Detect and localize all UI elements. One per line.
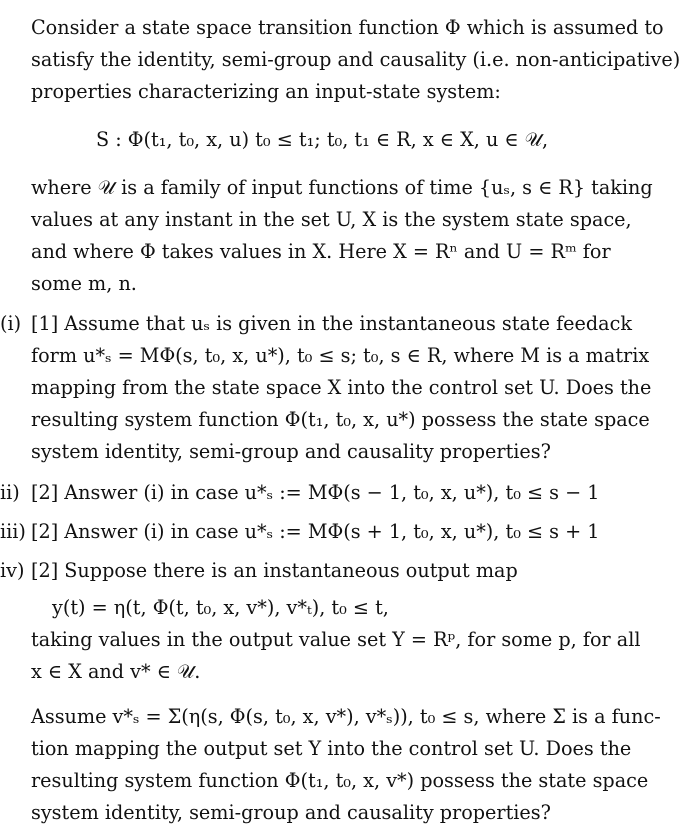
assume-line-3: resulting system function Φ(t₁, t₀, x, v*) possess the state space [31,769,649,792]
intro-line-2: satisfy the identity, semi-group and causality (i.e. non-anticipative) [31,48,681,71]
output-map-line-2: x ∈ X and v* ∈ 𝒰. [31,660,201,683]
output-map-equation: y(t) = η(t, Φ(t, t₀, x, v*), v*ₜ), t₀ ≤ t, [52,596,389,619]
item-label-iii: iii) [0,520,26,543]
item-i-line-4: resulting system function Φ(t₁, t₀, x, u*) possess the state space [31,408,650,431]
item-iv-line-1: [2] Suppose there is an instantaneous output map [31,559,518,582]
system-definition-equation: S : Φ(t₁, t₀, x, u) t₀ ≤ t₁; t₀, t₁ ∈ R, x ∈ X, u ∈ 𝒰, [96,128,549,151]
intro-line-7: some m, n. [31,272,137,295]
item-label-iv: iv) [0,559,25,582]
item-i-line-1: [1] Assume that uₛ is given in the instantaneous state feedack [31,312,632,335]
output-map-line-1: taking values in the output value set Y = Rᵖ, for some p, for all [31,628,641,651]
assume-line-4: system identity, semi-group and causality properties? [31,801,551,824]
item-ii-line-1: [2] Answer (i) in case u*ₛ := MΦ(s − 1, t₀, x, u*), t₀ ≤ s − 1 [31,481,600,504]
item-label-i: (i) [0,312,22,335]
intro-line-6: and where Φ takes values in X. Here X = Rⁿ and U = Rᵐ for [31,240,611,263]
item-i-line-2: form u*ₛ = MΦ(s, t₀, x, u*), t₀ ≤ s; t₀, s ∈ R, where M is a matrix [31,344,650,367]
item-i-line-5: system identity, semi-group and causality properties? [31,440,551,463]
item-label-ii: ii) [0,481,20,504]
item-i-line-3: mapping from the state space X into the control set U. Does the [31,376,652,399]
intro-line-4: where 𝒰 is a family of input functions of time {uₛ, s ∈ R} taking [31,176,653,199]
intro-line-5: values at any instant in the set U, X is the system state space, [31,208,632,231]
intro-line-3: properties characterizing an input-state system: [31,80,501,103]
assume-line-1: Assume v*ₛ = Σ(η(s, Φ(s, t₀, x, v*), v*ₛ)), t₀ ≤ s, where Σ is a func- [31,705,661,728]
assume-line-2: tion mapping the output set Y into the control set U. Does the [31,737,632,760]
intro-line-1: Consider a state space transition function Φ which is assumed to [31,16,664,39]
item-iii-line-1: [2] Answer (i) in case u*ₛ := MΦ(s + 1, t₀, x, u*), t₀ ≤ s + 1 [31,520,600,543]
